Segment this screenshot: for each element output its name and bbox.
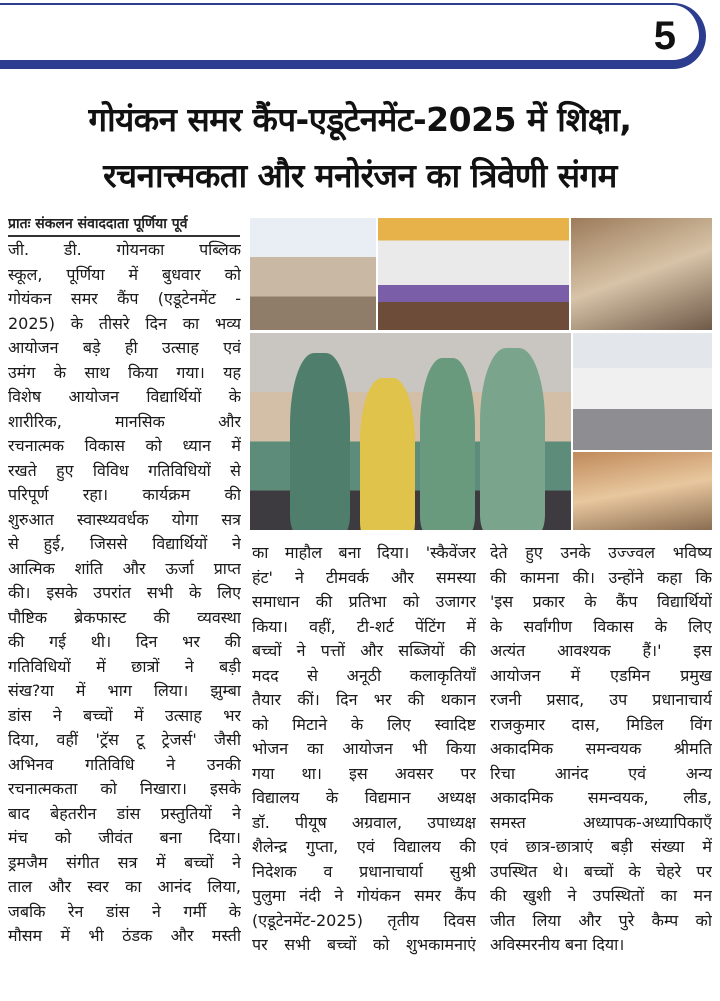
- article-line: रिचा आनंद एवं अन्य: [490, 763, 712, 783]
- article-line: 2025) के तीसरे दिन का भव्य: [8, 313, 241, 333]
- page-header-band: [0, 3, 706, 69]
- article-line: समस्त अध्यापक-अध्यापिकाएँ: [490, 812, 712, 832]
- article-line: जीत लिया और पुरे कैम्प को: [490, 910, 712, 930]
- article-line: निदेशक व प्रधानाचार्या सुश्री: [252, 861, 476, 881]
- article-line: गतिविधियों में छात्रों ने बड़ी: [8, 656, 241, 676]
- article-line: विद्यालय के विद्यमान अध्यक्ष: [252, 788, 476, 807]
- article-line: शैलेन्द्र गुप्ता, एवं विद्यालय की: [252, 837, 476, 856]
- article-line: मौसम में भी ठंडक और मस्ती: [8, 926, 241, 945]
- photo-children-painting: [573, 452, 712, 530]
- article-line: अत्यंत आवश्यक हैं।' इस: [490, 641, 712, 660]
- article-line: राजकुमार दास, मिडिल विंग: [490, 714, 712, 734]
- headline-line-1: गोयंकन समर कैंप-एडूटेनमेंट-2025 में शिक्षा,: [88, 100, 632, 139]
- photo-students-in-hall: [573, 333, 712, 450]
- article-line: अकादमिक समन्वयक, लीड,: [490, 788, 712, 807]
- article-column-2: [252, 541, 476, 958]
- figure-silhouette: [360, 378, 415, 530]
- article-line: अभिनव गतिविधि ने उनकी: [8, 754, 241, 774]
- article-line: तैयार कीं। दिन भर की थकान: [252, 690, 476, 709]
- article-line: 'इस प्रकार के कैंप विद्यार्थियों: [490, 592, 712, 611]
- article-line: मंच को जीवंत बना दिया।: [8, 828, 241, 847]
- article-line: एवं छात्र-छात्राएं बड़ी संख्या में: [490, 837, 712, 856]
- article-line: दिया, वहीं 'ट्रॅस टू ट्रेजर्स' जैसी: [8, 730, 241, 749]
- figure-silhouette: [480, 348, 545, 530]
- photo-tshirt-painting: [571, 218, 712, 330]
- article-line: शुरुआत स्वास्थ्यवर्धक योगा सत्र: [8, 509, 241, 529]
- article-line: (एडूटेनमेंट-2025) तृतीय दिवस: [252, 910, 476, 930]
- article-line: जी. डी. गोयनका पब्लिक: [8, 240, 241, 259]
- article-line: रचनात्मक विकास को ध्यान में: [8, 436, 241, 455]
- article-line: गया था। इस अवसर पर: [252, 763, 476, 783]
- article-line: को मिटाने के लिए स्वादिष्ट: [252, 714, 476, 734]
- article-line: रजनी प्रसाद, उप प्रधानाचार्य: [490, 690, 712, 709]
- article-column-3: [490, 541, 712, 958]
- article-line: अविस्मरनीय बना दिया।: [490, 935, 625, 954]
- article-line: डांस ने बच्चों में उत्साह भर: [8, 705, 241, 725]
- article-line: संख?या में भाग लिया। झुम्बा: [8, 681, 241, 700]
- photo-students-holding-tshirts: [250, 218, 376, 330]
- article-line: शारीरिक, मानसिक और: [8, 411, 241, 431]
- article-line: डॉ. पीयूष अग्रवाल, उपाध्यक्ष: [252, 812, 476, 832]
- photo-girls-with-crafts: [250, 333, 571, 530]
- article-line: मदद से अनूठी कलाकृतियाँ: [252, 665, 476, 685]
- article-line: की कामना की। उन्होंने कहा कि: [490, 567, 712, 587]
- article-line: समाधान की प्रतिभा को उजागर: [252, 592, 476, 611]
- figure-silhouette: [290, 353, 350, 530]
- article-line: आयोजन बड़े ही उत्साह एवं: [8, 338, 241, 357]
- article-line: अकादमिक समन्वयक श्रीमति: [490, 739, 712, 758]
- article-line: भोजन का आयोजन भी किया: [252, 739, 476, 758]
- article-line: ताल और स्वर का आनंद लिया,: [8, 877, 241, 896]
- article-line: उमंग के साथ किया गया। यह: [8, 362, 241, 382]
- article-line: बाद बेहतरीन डांस प्रस्तुतियों ने: [8, 803, 241, 823]
- article-line: की। इसके उपरांत सभी के लिए: [8, 583, 241, 602]
- article-line: स्कूल, पूर्णिया में बुधवार को: [8, 264, 241, 284]
- article-line: की खुशी ने उपस्थितों का मन: [490, 886, 712, 905]
- article-line: ड्रमजैम संगीत सत्र में बच्चों ने: [8, 852, 241, 872]
- byline: प्रातः संकलन संवाददाता पूर्णिया पूर्व: [8, 214, 240, 237]
- page-number: 5: [653, 14, 676, 58]
- article-line: विशेष आयोजन विद्यार्थियों के: [8, 387, 241, 406]
- article-line: बच्चों ने पत्तों और सब्जियों की: [252, 641, 476, 660]
- article-line: पुलुमा नंदी ने गोयंकन समर कैंप: [252, 886, 476, 905]
- article-line: देते हुए उनके उज्ज्वल भविष्य: [490, 543, 712, 562]
- article-line: का माहौल बना दिया। 'स्कैवेंजर: [252, 543, 476, 562]
- article-line: रखते हुए विविध गतिविधियों से: [8, 460, 241, 480]
- article-line: किया। वहीं, टी-शर्ट पेंटिंग में: [252, 616, 476, 636]
- article-line: की गई थी। दिन भर की: [8, 632, 241, 651]
- article-line: परिपूर्ण रहा। कार्यक्रम की: [8, 485, 241, 504]
- article-line: आत्मिक शांति और ऊर्जा प्राप्त: [8, 558, 241, 578]
- article-line: के सर्वांगीण विकास के लिए: [490, 616, 712, 636]
- article-line: उपस्थित थे। बच्चों के चेहरे पर: [490, 861, 712, 881]
- photo-group-with-tshirts: [378, 218, 569, 330]
- article-line: रचनात्मकता को निखारा। इसके: [8, 779, 241, 798]
- article-line: गोयंकन समर कैंप (एडूटेनमेंट -: [8, 289, 241, 308]
- figure-silhouette: [420, 358, 475, 530]
- article-line: से हुई, जिससे विद्यार्थियों ने: [8, 534, 241, 553]
- headline-line-2: रचनात्त्मकता और मनोरंजन का त्रिवेणी संगम: [103, 156, 617, 195]
- article-line: आयोजन में एडमिन प्रमुख: [490, 665, 712, 685]
- article-line: पर सभी बच्चों को शुभकामनाएं: [252, 935, 476, 954]
- article-column-1: [8, 238, 241, 949]
- article-line: हंट' ने टीमवर्क और समस्या: [252, 567, 476, 587]
- article-line: पौष्टिक ब्रेकफास्ट की व्यवस्था: [8, 607, 241, 627]
- article-line: जबकि रेन डांस ने गर्मी के: [8, 901, 241, 921]
